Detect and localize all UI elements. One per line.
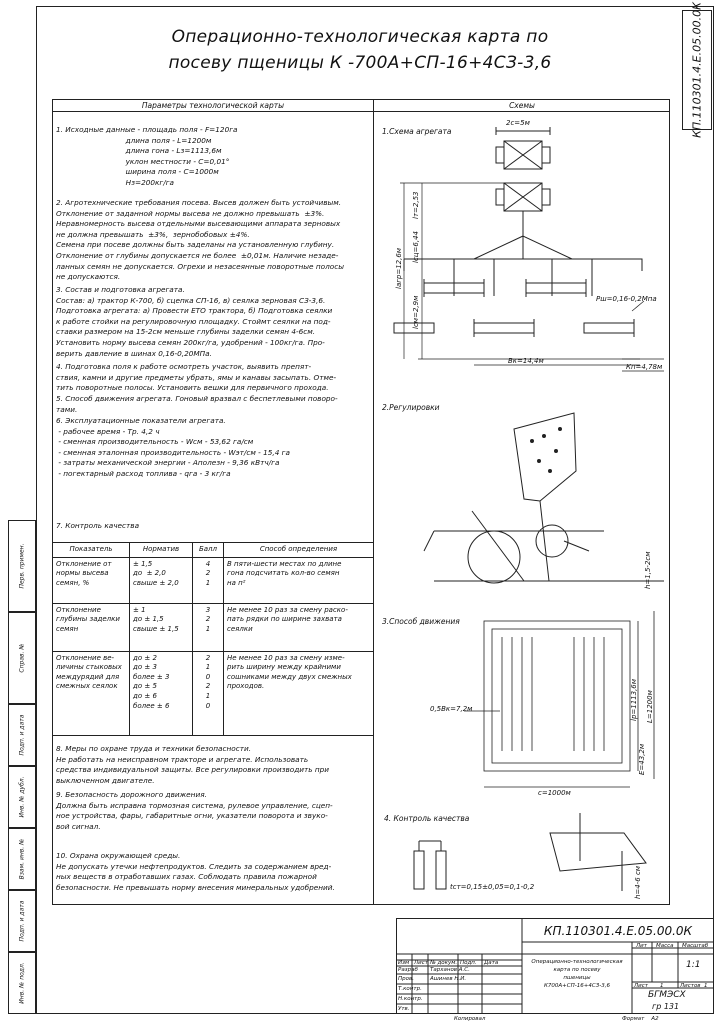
table-row: [53, 603, 374, 651]
parameters-heading: Параметры технологической карты: [141, 101, 285, 110]
section-initial-data: 1. Исходные данные - площадь поля - F=120га длина поля - L=1200м длина гона - Lз=1113,6м уклон местности - С=0,01° ширина поля - С=1000м Нз=200кг/га: [56, 125, 238, 187]
stamp-scale-label: Масштаб: [682, 943, 709, 949]
dim-strip: 0,5Вк=7,2м: [430, 705, 473, 713]
stamp-head-date: Дата: [484, 960, 499, 966]
column-header: Балл: [193, 543, 224, 558]
hitch-drawing: [404, 236, 642, 296]
table-cell: Отклонение от нормы высева семян, %: [53, 557, 130, 603]
side-cell: Взам. инв. №: [8, 828, 36, 890]
section-unit-preparation: 3. Состав и подготовка агрегата. Состав: а) трактор К-700, б) сцепка СП-16, в) сеялка зерновая СЗ-3,6. Подготовка агрегата: а) Провести ЕТО трактора, б) Подготовка сеялки к работе стойки на регулировочную площадку. Стоймт сеялки на под- ставки размером на 15-2cм меньше глубины заделки семян 4-6cм. Установить норму высева семян 200кг/га, удобрений - 100кг/га. Про- верить давление в шинах 0,16-0,20МПа.: [56, 285, 333, 358]
seeders-drawing: [394, 279, 634, 337]
stamp-sheets-value: 1: [704, 983, 708, 989]
stamp-doc-title: Операционно-технологическая карта по посеву пшеницы К700А+СП-16+4СЗ-3,6: [531, 959, 623, 989]
stamp-sheet-label: Лист: [634, 983, 648, 989]
regulation-depth: h=1,5-2см: [644, 551, 652, 589]
movement-labels: [430, 678, 654, 797]
regulation-drawing: [424, 413, 664, 583]
copied-label: Копировал: [454, 1016, 486, 1022]
stamp-role: Утв.: [398, 1006, 410, 1012]
section-road-safety: 9. Безопасность дорожного движения. Должна быть исправна тормозная система, рулевое управление, сцеп- ное устройства, фары, габаритные огни, указатели поворота и звуко- вой сигнал.: [56, 790, 333, 831]
table-cell: В пяти-шести местах по длине гона подсчитать кол-во семян на п²: [224, 557, 374, 603]
dim-lr: lp=1113,6м: [630, 678, 638, 721]
stamp-code: КП.110301.4.Е.05.00.0К: [543, 924, 693, 938]
dim-width: 2с=5м: [506, 119, 530, 127]
dim-pressure: Pш=0,16-0,2Мпа: [596, 295, 657, 303]
table-cell: Отклонение ве- личины стыковых междурядий для смежных сеялок: [53, 651, 130, 735]
stamp-role: Т.контр.: [398, 986, 422, 992]
table-cell: ± 1 до ± 1,5 свыше ± 1,5: [130, 603, 193, 651]
side-stamp: [8, 520, 36, 1014]
side-cell: Инв. № дубл.: [8, 766, 36, 828]
table-cell: 4 2 1: [193, 557, 224, 603]
scheme1-label: 1.Схема агрегата: [382, 127, 452, 136]
table-row: [53, 557, 374, 603]
dim-lt: lт=2,53: [412, 191, 420, 219]
dim-tst: tст=0,15±0,05=0,1-0,2: [450, 883, 535, 891]
quality-table-header: [53, 543, 374, 558]
quality-control-labels: [450, 865, 642, 899]
page-title: [120, 24, 600, 76]
stamp-org-line1: БГМЭСХ: [648, 990, 686, 1000]
section-quality-control: 7. Контроль качества: [56, 521, 140, 530]
table-cell: 2 1 0 2 1 0: [193, 651, 224, 735]
scheme2-label: 2.Регулировки: [382, 403, 440, 412]
dim-lcu: lсц=6,44: [412, 230, 420, 263]
stamp-org-line2: гр 131: [652, 1002, 680, 1011]
column-header: Способ определения: [224, 543, 374, 558]
movement-drawing: [464, 611, 654, 787]
stamp-head-sign: Подп.: [460, 960, 477, 966]
section-field-preparation: 4. Подготовка поля к работе осмотреть участок, выявить препят- ствия, камни и другие предметы убрать, ямы и канавы засыпать. Отме- тить поворотные полосы. Установить вешки для первичного прохода.: [56, 362, 337, 393]
stamp-role: Разраб: [398, 967, 418, 973]
section-operational-indicators: 6. Эксплуатационные показатели агрегата. - рабочее время - Тр. 4,2 ч - сменная производительность - Wсм - 53,62 га/см - сменная эталонная производительность - Wэт/см - 15,4 га - затраты механической энергии - Aполезн - 9,36 кВтч/га - погектарный расход топлива - qга - 3 кг/га: [56, 416, 290, 478]
schemes-heading: Схемы: [509, 101, 535, 110]
title-block: [396, 918, 714, 1014]
stamp-role: Пров.: [398, 976, 414, 982]
stamp-sheets-label: Листов: [680, 983, 701, 989]
side-cell: Подп. и дата: [8, 704, 36, 766]
table-cell: 3 2 1: [193, 603, 224, 651]
left-heading-divider: [52, 111, 374, 112]
dim-bk: Вк=14,4м: [508, 357, 544, 365]
quality-control-drawing: [414, 813, 646, 891]
vertical-code: КП.110301.4.Е.05.00.0К: [690, 2, 704, 138]
table-cell: Отклонение глубины заделки семян: [53, 603, 130, 651]
section-labor-safety: 8. Меры по охране труда и техники безопасности. Не работать на неисправном тракторе и агрегате. Использовать средства индивидуальной защиты. Все регулировки производить при выключенном двигателе.: [56, 744, 330, 785]
stamp-head-izm: Изм: [398, 960, 410, 966]
dim-L: L=1200м: [646, 690, 654, 723]
format-label: Формат А2: [622, 1016, 659, 1022]
stamp-lit-label: Лит: [636, 943, 647, 949]
column-header: Норматив: [130, 543, 193, 558]
column-header: Показатель: [53, 543, 130, 558]
table-cell: Не менее 10 раз за смену раско- пать рядки по ширине захвата сеялки: [224, 603, 374, 651]
dim-lagr: lагр=12,6м: [395, 247, 403, 289]
side-cell: Подп. и дата: [8, 890, 36, 952]
vertical-code-box: [682, 2, 712, 138]
dim-lcm: lсм=2,9м: [412, 295, 420, 329]
stamp-role: Н.контр.: [398, 996, 423, 1002]
section-movement-method: 5. Способ движения агрегата. Гоновый вразвал с беспетлевыми поворо- тами.: [56, 394, 338, 414]
stamp-head-doc: № докум.: [430, 960, 458, 966]
stamp-sheet-value: 1: [660, 983, 664, 989]
dim-kn: Кп=4,78м: [626, 363, 663, 371]
side-cell: Инв. № подл.: [8, 952, 36, 1014]
dim-e: E=43,2м: [638, 743, 646, 775]
table-cell: Не менее 10 раз за смену изме- рить ширину между крайними сошниками между двух смежных проходов.: [224, 651, 374, 735]
stamp-scale-value: 1:1: [686, 960, 701, 970]
dim-c: c=1000м: [538, 789, 571, 797]
scheme4-label: 4. Контроль качества: [384, 814, 470, 823]
table-cell: до ± 2 до ± 3 более ± 3 до ± 5 до ± 6 более ± 6: [130, 651, 193, 735]
stamp-name: Тарханов А.С.: [430, 967, 470, 973]
table-row: [53, 651, 374, 735]
title-line-2: посеву пщеницы К -700А+СП-16+4СЗ-3,6: [168, 53, 552, 73]
scheme3-label: 3.Способ движения: [382, 617, 460, 626]
quality-table: [52, 542, 374, 736]
section-agro-requirements: 2. Агротехнические требования посева. Высев должен быть устойчивым. Отклонение от заданной нормы высева не должно превышать ±3%. Неравномерность высева отдельными высевающими аппарата зерновых не должна превышать ±3%, зернобобовых ±4%. Семена при посеве должны быть заделаны на установленную глубину. Отклонение от глубины допускается не более ±0,01м. Наличие незаде- ланных семян не допускается. Огрехи и незасеянные поворотные полосы не допускаются.: [56, 198, 344, 282]
stamp-head-list: Лист: [414, 960, 428, 966]
title-line-1: Операционно-технологическая карта по: [171, 27, 549, 47]
stamp-name: Ашинев Н.И.: [430, 976, 467, 982]
schemes-drawing: [374, 111, 670, 905]
tractor-drawing: [496, 127, 550, 236]
side-cell: Справ. №: [8, 612, 36, 704]
section-environment: 10. Охрана окружающей среды. Не допускать утечки нефтепродуктов. Следить за содержанием вред- ных веществ в отработавших газах. Соблюдать правила пожарной безопасности. Не превышать норму внесения минеральных удобрений.: [56, 851, 335, 892]
stamp-mass-label: Масса: [656, 943, 674, 949]
dim-h: h=4-6 см: [634, 865, 642, 899]
table-cell: ± 1,5 до ± 2,0 свыше ± 2,0: [130, 557, 193, 603]
side-cell: Перв. примен.: [8, 520, 36, 612]
